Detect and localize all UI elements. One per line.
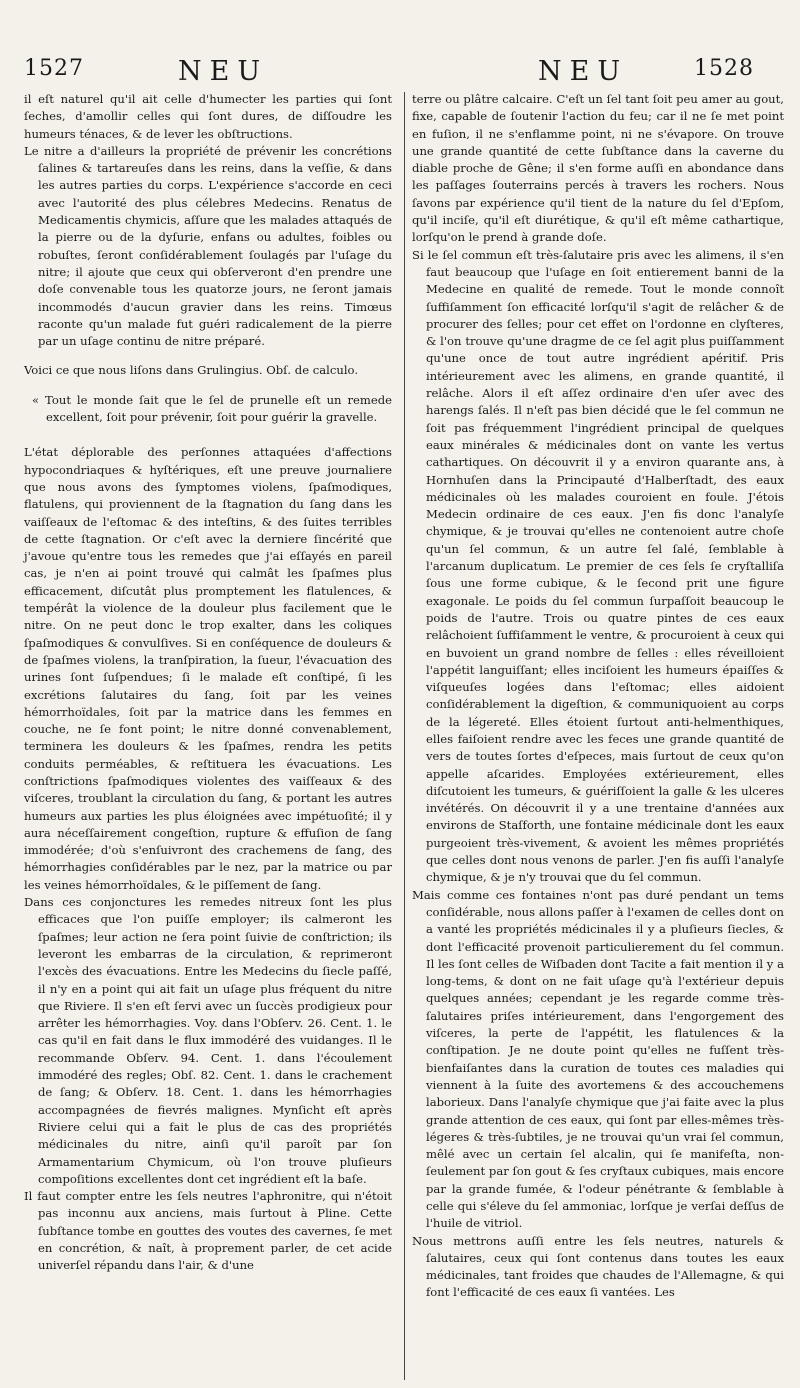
paragraph: il eſt naturel qu'il ait celle d'humecter les parties qui ſont ſeches, d'amollir celles qui ſont dures, de diſſoudre les humeurs ténaces, & de lever les obſtructions. [24, 92, 392, 141]
paragraph: Voici ce que nous liſons dans Grulingius. Obſ. de calculo. [24, 363, 358, 378]
paragraph: Nous mettrons auſſi entre les ſels neutres, naturels & ſalutaires, ceux qui ſont contenus dans toutes les eaux médicinales, tant froides que chaudes de l'Allemagne, & qui font l'efficacité de ces eaux ſi vantées. Les [412, 1233, 784, 1300]
page-number-left: 1527 [24, 56, 84, 81]
left-column [24, 91, 392, 1275]
paragraph: Dans ces conjonctures les remedes nitreux ſont les plus efficaces que l'on puiſſe employer; ils calmeront les ſpaſmes; leur action ne ſera point ſuivie de conſtriction; ils leveront les embarras de la circulation, & reprimeront l'excès des évacuations. Entre les Medecins du ſiecle paſſé, il n'y en a point qui ait fait un uſage plus fréquent du nitre que Riviere. Il s'en eſt ſervi avec un ſuccès prodigieux pour arrêter les hémorrhagies. Voy. dans l'Obſerv. 26. Cent. 1. le cas qu'il en fait dans le flux immodéré des vuidanges. Il le recommande Obſerv. 94. Cent. 1. dans l'écoulement immodéré des regles; Obſ. 82. Cent. 1. dans le crachement de ſang; & Obſerv. 18. Cent. 1. dans les hémorrhagies accompagnées de fievrés malignes. Mynſicht eſt après Riviere celui qui a fait le plus de cas des propriétés médicinales du nitre, ainſi qu'il paroît par ſon Armamentarium Chymicum, où l'on trouve pluſieurs compoſitions excellentes dont cet ingrédient eſt la baſe. [24, 895, 392, 1186]
running-head-left: NEU [178, 56, 269, 87]
right-column [412, 91, 784, 1302]
page-number-right: 1528 [694, 56, 754, 81]
paragraph: Si le ſel commun eſt très-ſalutaire pris avec les alimens, il s'en faut beaucoup que l'uſage en ſoit entierement banni de la Medecine en qualité de remede. Tout le monde connoît ſuffiſamment ſon efficacité lorſqu'il s'agit de relâcher & de procurer des ſelles; pour cet effet on l'ordonne en clyſteres, & l'on trouve qu'une dragme de ce ſel agit plus puiſſamment qu'une once de tout autre ingrédient apéritif. Pris intérieurement avec les alimens, en grande quantité, il relâche. Alors il eſt aſſez ordinaire d'en uſer avec des harengs ſalés. Il n'eſt pas bien décidé que le ſel commun ne ſoit pas fréquemment l'ingrédient principal de quelques eaux minérales & médicinales dont on vante les vertus cathartiques. On découvrit il y a environ quarante ans, à Hornhuſen dans la Principauté d'Halberſtadt, des eaux médicinales où les malades couroient en foule. J'étois Medecin ordinaire de ces eaux. J'en fis donc l'analyſe chymique, & je trouvai qu'elles ne contenoient autre choſe qu'un ſel commun, & un autre ſel ſalé, ſemblable à l'arcanum duplicatum. Le premier de ces ſels ſe cryſtalliſa ſous une forme cubique, & le ſecond prit une figure exagonale. Le poids du ſel commun ſurpaſſoit beaucoup le poids de l'autre. Trois ou quatre pintes de ces eaux relâchoient ſuffiſamment le ventre, & procuroient à ceux qui en buvoient un grand nombre de ſelles : elles réveilloient l'appétit languiſſant; elles inciſoient les humeurs épaiſſes & viſqueuſes logées dans l'eſtomac; elles aidoient conſidérablement la digeſtion, & communiquoient au corps de la légereté. Elles étoient ſurtout anti-helmenthiques, elles faiſoient rendre avec les feces une grande quantité de vers de toutes ſortes d'eſpeces, mais ſurtout de ceux qu'on appelle aſcarides. Employées extérieurement, elles diſcutoient les tumeurs, & guériſſoient la galle & les ulceres invétérés. On découvrit il y a une trentaine d'années aux environs de Staſforth, une fontaine médicinale dont les eaux purgeoient très-vivement, & avoient les mêmes propriétés que celles dont nous venons de parler. J'en fis auſſi l'analyſe chymique, & je n'y trouvai que du ſel commun. [412, 247, 784, 885]
paragraph: Il faut compter entre les ſels neutres l'aphronitre, qui n'étoit pas inconnu aux anciens, mais ſurtout à Pline. Cette ſubſtance tombe en gouttes des voutes des cavernes, ſe met en concrétion, & naît, à proprement parler, de cet acide univerſel répandu dans l'air, & d'une [24, 1189, 392, 1273]
paragraph: L'état déplorable des perſonnes attaquées d'affections hypocondriaques & hyſtériques, eſt une preuve journaliere que nous avons des ſymptomes violens, ſpaſmodiques, flatulens, qui proviennent de la ſtagnation du ſang dans les vaiſſeaux de l'eſtomac & des inteſtins, & des ſuites terribles de cette ſtagnation. Or c'eſt avec la derniere ſincérité que j'avoue qu'entre tous les remedes que j'ai eſſayés en pareil cas, je n'en ai point trouvé qui calmât les ſpaſmes plus efficacement, diſcutât plus promptement les flatulences, & tempérât la violence de la douleur plus facilement que le nitre. On ne peut donc le trop exalter, dans les coliques ſpaſmodiques & convulſives. Si en conſéquence de douleurs & de ſpaſmes violens, la tranſpiration, la ſueur, l'évacuation des urines ſont ſuſpendues; ſi le malade eſt conſtipé, ſi les excrétions ſalutaires du ſang, ſoit par les veines hémorrhoïdales, ſoit par la matrice dans les femmes en couche, ne ſe font point; le nitre donné convenablement, terminera les douleurs & les ſpaſmes, rendra les petits conduits perméables, & reſtituera les évacuations. Les conſtrictions ſpaſmodiques violentes des vaiſſeaux & des viſceres, troublant la circulation du ſang, & portant les autres humeurs aux parties les plus éloignées avec impétuoſité; il y aura néceſſairement congeſtion, rupture & effuſion de ſang immodérée; d'où s'enſuivront des crachemens de ſang, des hémorrhagies conſidérables par le nez, par la matrice ou par les veines hémorrhoïdales, & le piſſement de ſang. [24, 445, 392, 892]
paragraph: Le nitre a d'ailleurs la propriété de prévenir les concrétions ſalines & tartareuſes dans les reins, dans la veſſie, & dans les autres parties du corps. L'expérience s'accorde en ceci avec l'autorité des plus célebres Medecins. Renatus de Medicamentis chymicis, aſſure que les malades attaqués de la pierre ou de la dyſurie, enfans ou adultes, foibles ou robuſtes, ſeront conſidérablement ſoulagés par l'uſage du nitre; il ajoute que ceux qui obſerveront d'en prendre une doſe convenable tous les quatorze jours, ne ſeront jamais incommodés d'aucun gravier dans les reins. Timœus raconte qu'un malade fut guéri radicalement de la pierre par un uſage continu de nitre préparé. [24, 143, 392, 349]
paragraph: Mais comme ces fontaines n'ont pas duré pendant un tems conſidérable, nous allons paſſer à l'examen de celles dont on a vanté les propriétés médicinales il y a pluſieurs ſiecles, & dont l'efficacité provenoit particulierement du ſel commun. Il les ſont celles de Wiſbaden dont Tacite a fait mention il y a long-tems, & dont on ne fait uſage qu'à l'extérieur depuis quelques années; cependant je les regarde comme très-ſalutaires priſes intérieurement, dans l'engorgement des viſceres, la perte de l'appétit, les flatulences & la conſtipation. Je ne doute point qu'elles ne fuſſent très-bienfaiſantes dans la curation de toutes ces maladies qui viennent à la ſuite des avortemens & des accouchemens laborieux. Dans l'analyſe chymique que j'ai faite avec la plus grande attention de ces eaux, qui ſont par elles-mêmes très-légeres & très-ſubtiles, je ne trouvai qu'un vrai ſel commun, mêlé avec un certain ſel alcalin, qui ſe manifeſta, non-ſeulement par ſon gout & ſes cryſtaux cubiques, mais encore par la grande fumée, & l'odeur pénétrante & ſemblable à celle qui s'éleve du ſel ammoniac, lorſque je verſai deſſus de l'huile de vitriol. [412, 887, 784, 1231]
quotation: « Tout le monde ſait que le ſel de prunelle eſt un remede excellent, ſoit pour prévenir, ſoit pour guérir la gravelle. [32, 392, 392, 425]
paragraph: terre ou plâtre calcaire. C'eſt un ſel tant ſoit peu amer au gout, fixe, capable de ſoutenir l'action du feu; car il ne ſe met point en fuſion, il ne s'enflamme point, ni ne s'évapore. On trouve une grande quantité de cette ſubſtance dans la caverne du diable proche de Gêne; il s'en forme auſſi en abondance dans les paſſages ſouterrains percés à travers les rochers. Nous ſavons par expérience qu'il tient de la nature du ſel d'Epſom, qu'il inciſe, qu'il eſt diurétique, & qu'il eſt même cathartique, lorſqu'on le prend à grande doſe. [412, 92, 784, 245]
running-head-right: NEU [538, 56, 629, 87]
column-divider [404, 92, 405, 1380]
